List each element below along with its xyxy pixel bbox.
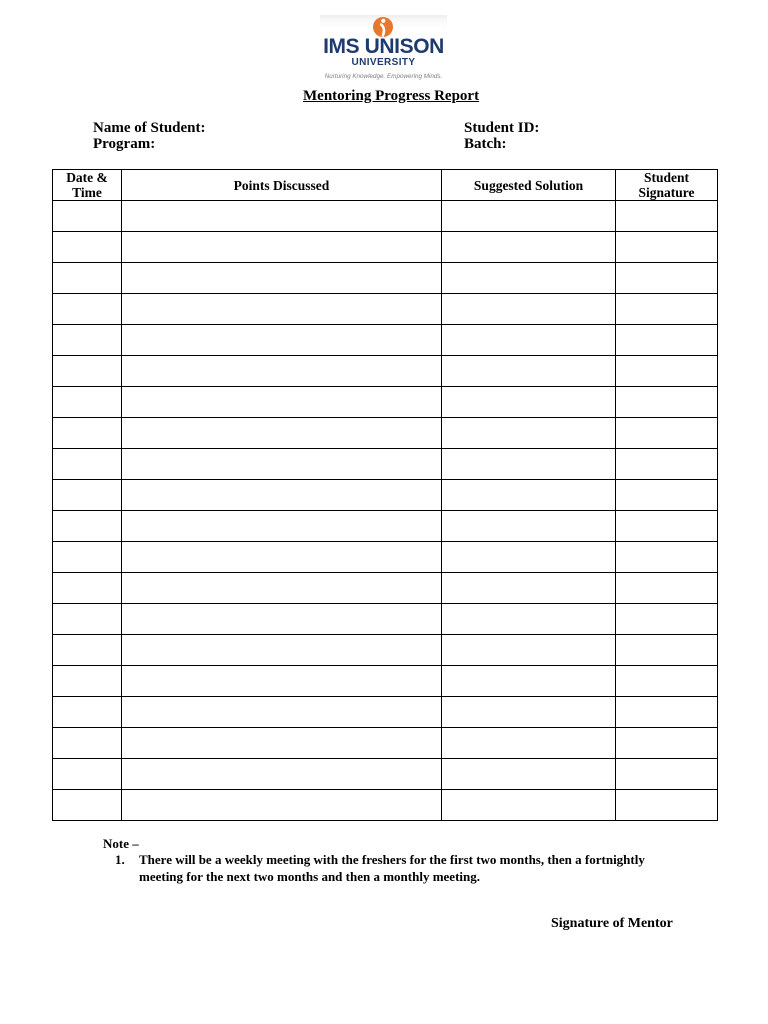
suggested-solution-cell — [442, 697, 616, 728]
student-signature-cell — [616, 201, 718, 232]
student-signature-cell — [616, 263, 718, 294]
points-discussed-cell — [122, 356, 442, 387]
name-of-student-label: Name of Student: — [93, 120, 206, 136]
mentoring-progress-table — [52, 169, 718, 821]
points-discussed-cell — [122, 480, 442, 511]
logo-brand-name: IMS UNISON — [323, 35, 444, 58]
student-signature-header: Student Signature — [616, 170, 718, 201]
date-time-cell — [53, 573, 122, 604]
table-row — [53, 666, 718, 697]
suggested-solution-cell — [442, 635, 616, 666]
points-discussed-cell — [122, 294, 442, 325]
note-item-text: There will be a weekly meeting with the freshers for the first two months, then a fortnightly meeting for the next two months and then a monthly meeting. — [139, 852, 645, 884]
date-time-cell — [53, 542, 122, 573]
student-signature-cell — [616, 635, 718, 666]
table-row — [53, 418, 718, 449]
suggested-solution-cell — [442, 728, 616, 759]
date-time-cell — [53, 449, 122, 480]
batch-label: Batch: — [464, 136, 507, 152]
points-discussed-cell — [122, 697, 442, 728]
table-row — [53, 325, 718, 356]
suggested-solution-cell — [442, 325, 616, 356]
date-time-cell — [53, 325, 122, 356]
student-signature-cell — [616, 294, 718, 325]
date-time-cell — [53, 666, 122, 697]
student-id-label: Student ID: — [464, 120, 540, 136]
table-row — [53, 480, 718, 511]
student-signature-cell — [616, 449, 718, 480]
suggested-solution-cell — [442, 201, 616, 232]
date-time-cell — [53, 294, 122, 325]
student-signature-cell — [616, 728, 718, 759]
table-row — [53, 356, 718, 387]
table-row — [53, 604, 718, 635]
suggested-solution-cell — [442, 294, 616, 325]
points-discussed-cell — [122, 418, 442, 449]
points-discussed-cell — [122, 666, 442, 697]
suggested-solution-cell — [442, 666, 616, 697]
table-row — [53, 511, 718, 542]
suggested-solution-cell — [442, 604, 616, 635]
student-signature-cell — [616, 480, 718, 511]
date-time-cell — [53, 418, 122, 449]
table-row — [53, 387, 718, 418]
date-time-cell — [53, 697, 122, 728]
note-item-number: 1. — [115, 852, 125, 867]
student-signature-cell — [616, 759, 718, 790]
date-time-cell — [53, 511, 122, 542]
date-time-cell — [53, 232, 122, 263]
date-time-cell — [53, 635, 122, 666]
date-time-cell — [53, 604, 122, 635]
points-discussed-cell — [122, 542, 442, 573]
suggested-solution-cell — [442, 511, 616, 542]
student-signature-cell — [616, 604, 718, 635]
date-time-cell — [53, 790, 122, 821]
table-row — [53, 790, 718, 821]
suggested-solution-cell — [442, 542, 616, 573]
points-discussed-cell — [122, 511, 442, 542]
logo-tagline: Nurturing Knowledge. Empowering Minds. — [324, 73, 443, 80]
table-row — [53, 449, 718, 480]
emblem-dot — [381, 19, 385, 23]
suggested-solution-cell — [442, 356, 616, 387]
suggested-solution-cell — [442, 790, 616, 821]
student-signature-cell — [616, 511, 718, 542]
points-discussed-cell — [122, 232, 442, 263]
points-discussed-cell — [122, 728, 442, 759]
table-row — [53, 635, 718, 666]
table-header-row — [53, 170, 718, 201]
table-row — [53, 263, 718, 294]
points-discussed-cell — [122, 263, 442, 294]
date-time-cell — [53, 728, 122, 759]
suggested-solution-cell — [442, 449, 616, 480]
note-label: Note – — [103, 836, 139, 851]
student-signature-cell — [616, 666, 718, 697]
suggested-solution-cell — [442, 759, 616, 790]
student-signature-cell — [616, 387, 718, 418]
points-discussed-cell — [122, 635, 442, 666]
date-time-cell — [53, 480, 122, 511]
points-discussed-cell — [122, 387, 442, 418]
student-signature-cell — [616, 232, 718, 263]
mentor-signature-label: Signature of Mentor — [551, 916, 673, 931]
points-discussed-cell — [122, 790, 442, 821]
document-title: Mentoring Progress Report — [303, 88, 480, 104]
program-label: Program: — [93, 136, 156, 152]
table-row — [53, 728, 718, 759]
suggested-solution-header: Suggested Solution — [442, 170, 616, 201]
table-header — [53, 170, 718, 201]
suggested-solution-cell — [442, 387, 616, 418]
student-signature-cell — [616, 356, 718, 387]
table-row — [53, 759, 718, 790]
date-time-cell — [53, 759, 122, 790]
student-signature-cell — [616, 573, 718, 604]
suggested-solution-cell — [442, 418, 616, 449]
suggested-solution-cell — [442, 573, 616, 604]
table-row — [53, 232, 718, 263]
points-discussed-header: Points Discussed — [122, 170, 442, 201]
table-row — [53, 201, 718, 232]
student-signature-cell — [616, 325, 718, 356]
date-time-cell — [53, 387, 122, 418]
suggested-solution-cell — [442, 480, 616, 511]
suggested-solution-cell — [442, 232, 616, 263]
student-signature-cell — [616, 697, 718, 728]
date-time-cell — [53, 201, 122, 232]
points-discussed-cell — [122, 759, 442, 790]
table-row — [53, 542, 718, 573]
date-time-cell — [53, 356, 122, 387]
student-signature-cell — [616, 542, 718, 573]
date-time-cell — [53, 263, 122, 294]
date-time-header: Date & Time — [53, 170, 122, 201]
table-body — [53, 201, 718, 821]
logo-university-label: UNIVERSITY — [351, 57, 416, 68]
points-discussed-cell — [122, 604, 442, 635]
table-row — [53, 697, 718, 728]
points-discussed-cell — [122, 449, 442, 480]
suggested-solution-cell — [442, 263, 616, 294]
student-signature-cell — [616, 790, 718, 821]
points-discussed-cell — [122, 573, 442, 604]
points-discussed-cell — [122, 325, 442, 356]
table-row — [53, 573, 718, 604]
points-discussed-cell — [122, 201, 442, 232]
table-row — [53, 294, 718, 325]
student-signature-cell — [616, 418, 718, 449]
